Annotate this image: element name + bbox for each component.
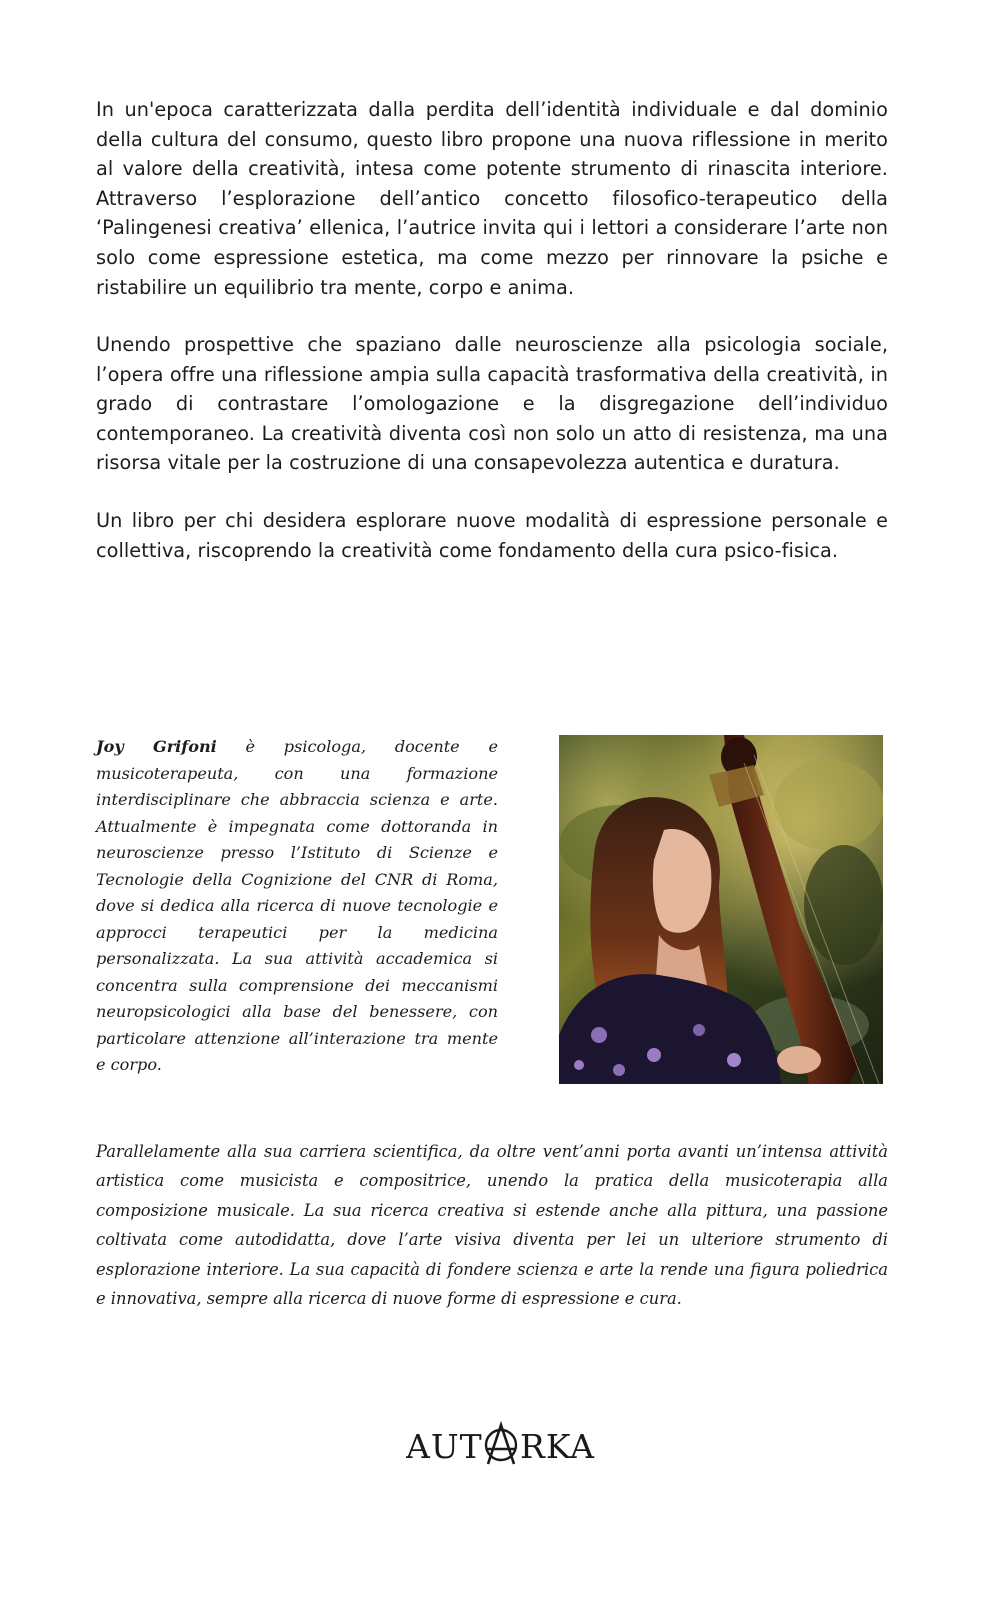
logo-text-left: AUT: [406, 1427, 483, 1466]
synopsis-paragraph-3: Un libro per chi desidera esplorare nuove modalità di espressione personale e collettiva, riscoprendo la creatività come fondamento della cura psico-fisica.: [96, 509, 888, 562]
logo-text-right: RKA: [520, 1427, 595, 1466]
author-bio-paragraph-1: [96, 734, 498, 1079]
synopsis-paragraph-1: In un'epoca caratterizzata dalla perdita dell’identità individuale e dal dominio della cultura del consumo, questo libro propone una nuova riflessione in merito al valore della creatività, intesa come potente strumento di rinascita interiore. Attraverso l’esplorazione dell’antico concetto filosofico-terapeutico della ‘Palingenesi creativa’ ellenica, l’autrice invita qui i lettori a considerare l’arte non solo come espressione estetica, ma come mezzo per rinnovare la psiche e ristabilire un equilibrio tra mente, corpo e anima.: [96, 98, 888, 299]
portrait-icon: [559, 735, 883, 1084]
author-bio-text: è psicologa, docente e musicoterapeuta, con una formazione interdisciplinare che abbraccia scienza e arte. Attualmente è impegnata come dottoranda in neuroscienze presso l’Istituto di Scienze e Tecnologie della Cognizione del CNR di Roma, dove si dedica alla ricerca di nuove tecnologie e approcci terapeutici per la medicina personalizzata. La sua attività accademica si concentra sulla comprensione dei meccanismi neuropsicologici alla base del benessere, con particolare attenzione all’interazione tra mente e corpo.: [96, 737, 498, 1074]
publisher-logo: [0, 1418, 1002, 1470]
autarka-logo-icon: [406, 1418, 596, 1470]
author-name: Joy Grifoni: [96, 737, 217, 756]
author-photo: [559, 735, 883, 1084]
anarchy-a-icon: [486, 1425, 516, 1464]
synopsis-paragraph-2: Unendo prospettive che spaziano dalle neuroscienze alla psicologia sociale, l’opera offre una riflessione ampia sulla capacità trasformativa della creatività, in grado di contrastare l’omologazione e la disgregazione dell’individuo contemporaneo. La creatività diventa così non solo un atto di resistenza, ma una risorsa vitale per la costruzione di una consapevolezza autentica e duratura.: [96, 333, 888, 475]
author-bio-paragraph-2: Parallelamente alla sua carriera scientifica, da oltre vent’anni porta avanti un’intensa attività artistica come musicista e compositrice, unendo la pratica della musicoterapia alla composizione musicale. La sua ricerca creativa si estende anche alla pittura, una passione coltivata come autodidatta, dove l’arte visiva diventa per lei un ulteriore strumento di esplorazione interiore. La sua capacità di fondere scienza e arte la rende una figura poliedrica e innovativa, sempre alla ricerca di nuove forme di espressione e cura.: [96, 1142, 888, 1309]
